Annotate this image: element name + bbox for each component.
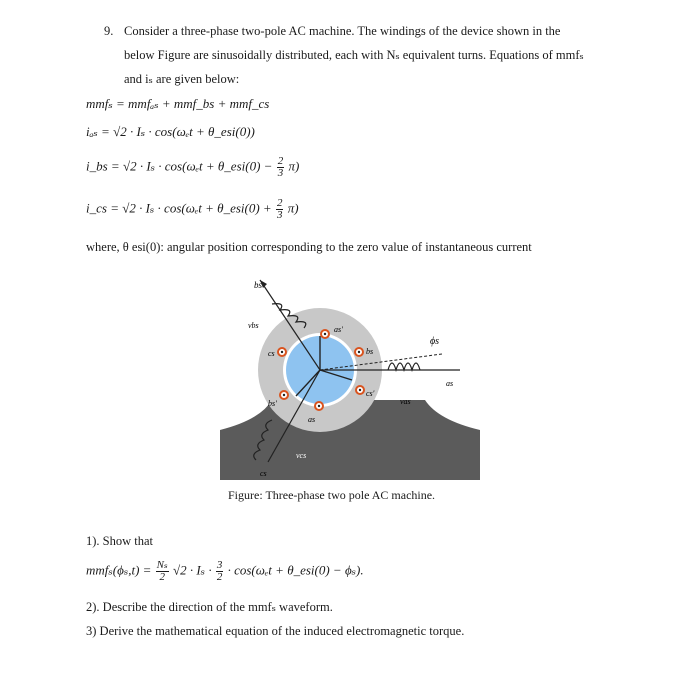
problem-line-2: below Figure are sinusoidally distributed, each with Nₛ equivalent turns. Equations of mmfₛ [124, 48, 584, 62]
fraction-denominator: 2 [216, 571, 223, 583]
fraction-numerator: Nₛ [156, 559, 168, 571]
equation-mmf: mmfₛ = mmfₐₛ + mmf_bs + mmf_cs [86, 96, 270, 111]
as-coil [388, 363, 420, 370]
problem-line-1: Consider a three-phase two-pole AC machine. The windings of the device shown in the [124, 24, 561, 38]
equation-ibs-left: i_bs = √2 · Iₛ · cos(ωₑt + θ_esi(0) − [86, 158, 273, 174]
equation-ibs [86, 156, 299, 179]
label-vbs: vbs [248, 321, 259, 330]
figure-caption: Figure: Three-phase two pole AC machine. [228, 488, 436, 502]
label-phi: ϕs [430, 336, 440, 347]
equation-ics-left: i_cs = √2 · Iₛ · cos(ωₑt + θ_esi(0) + [86, 200, 272, 216]
task-1-eq-mid: √2 · Iₛ · [172, 562, 212, 578]
task-1: 1). Show that [86, 534, 154, 548]
task-3: 3) Derive the mathematical equation of the induced electromagnetic torque. [86, 624, 465, 638]
label-cs-prime: cs' [366, 389, 375, 398]
label-cs-bottom: cs [260, 469, 267, 478]
equation-ics [86, 198, 299, 221]
equation-ics-right: π) [287, 200, 299, 216]
equation-ibs-right: π) [288, 158, 300, 174]
problem-number: 9. [104, 24, 114, 38]
label-as-bottom: as [308, 415, 316, 424]
fraction-numerator: 2 [276, 197, 283, 209]
fraction-3-over-2 [216, 560, 224, 583]
label-vcs: vcs [296, 451, 307, 460]
label-vas: vas [400, 397, 411, 406]
task-1-eq-right: · cos(ωₑt + θ_esi(0) − ϕₛ). [227, 562, 364, 578]
label-bs-top: bs [254, 280, 263, 290]
fraction-denominator: 3 [277, 167, 284, 179]
fraction-ns-over-2 [156, 560, 169, 583]
fraction-numerator: 2 [277, 155, 284, 167]
label-cs: cs [268, 349, 275, 358]
where-definition: where, θ esi(0): angular position corresponding to the zero value of instantaneous current [86, 240, 532, 254]
problem-line-3: and iₛ are given below: [124, 72, 240, 86]
label-bs-right: bs [366, 347, 374, 356]
machine-figure [220, 270, 480, 480]
label-as-prime: as' [334, 325, 343, 334]
fraction-denominator: 3 [276, 209, 283, 221]
task-2: 2). Describe the direction of the mmfₛ waveform. [86, 600, 333, 614]
fraction-denominator: 2 [159, 571, 165, 583]
fraction-numerator: 3 [216, 559, 223, 571]
label-bs-prime: bs' [268, 399, 277, 408]
fraction-two-thirds [277, 156, 285, 179]
task-1-eq-left: mmfₛ(ϕₛ,t) = [86, 562, 152, 578]
label-as-axis: as [446, 379, 454, 388]
task-1-equation [86, 560, 364, 583]
equation-ias: iₐₛ = √2 · Iₛ · cos(ωₑt + θ_esi(0)) [86, 124, 255, 139]
fraction-two-thirds [276, 198, 284, 221]
